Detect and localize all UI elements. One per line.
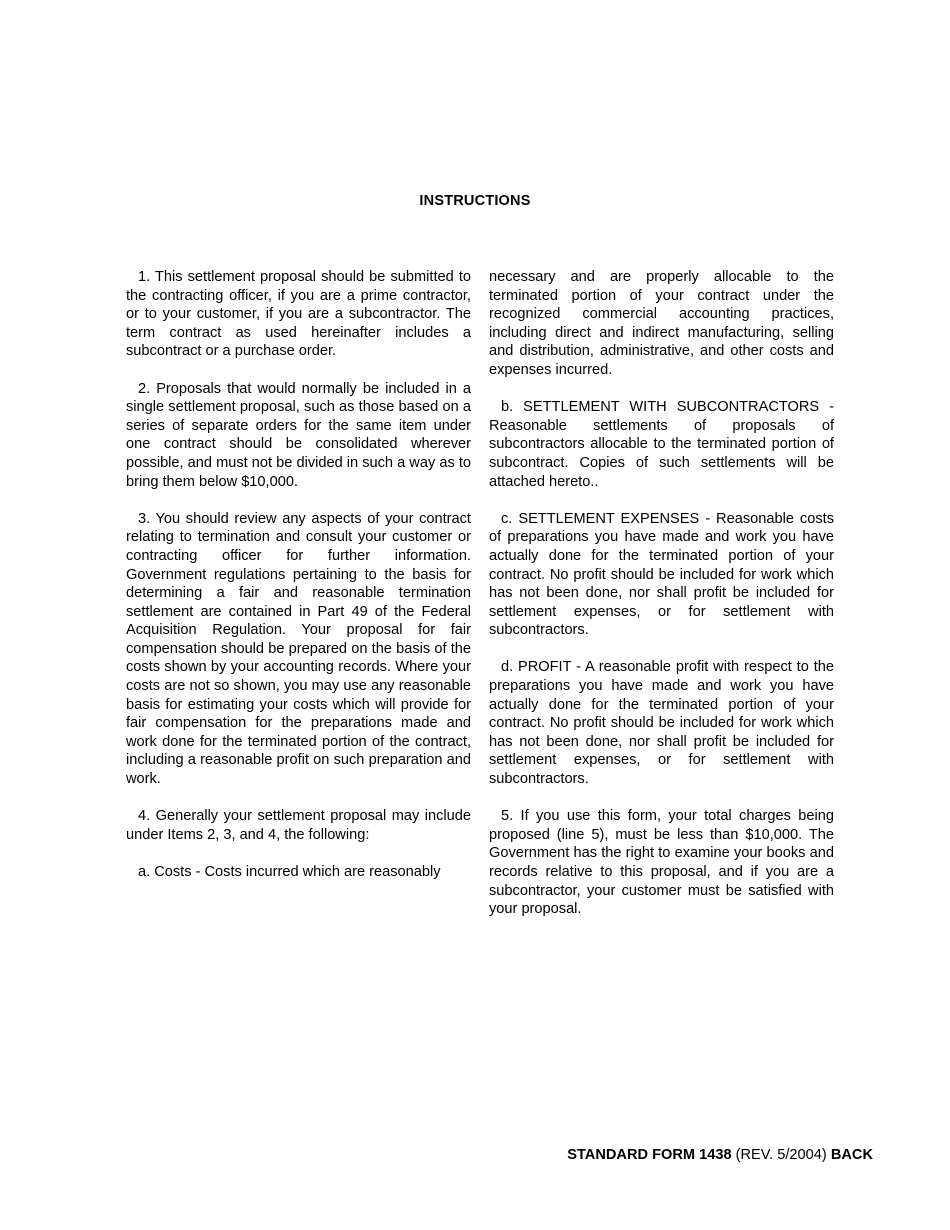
instruction-paragraph-4a-continued: necessary and are properly allocable to the terminated portion of your contract under the recognized commercial accounting practices, including direct and indirect manufacturing, selling and distribution, administrative, and other costs and expenses incurred. bbox=[489, 269, 834, 378]
instruction-paragraph-4a-start: a. Costs - Costs incurred which are reasonably bbox=[138, 864, 441, 880]
form-side: BACK bbox=[830, 1147, 873, 1163]
instruction-paragraph-1: 1. This settlement proposal should be submitted to the contracting officer, if you are a prime contractor, or to your customer, if you are a subcontractor. The term contract as used hereinafter includes a subcontract or a purchase order. bbox=[126, 269, 471, 360]
form-revision: (REV. 5/2004) bbox=[735, 1147, 827, 1163]
instruction-paragraph-3: 3. You should review any aspects of your contract relating to termination and consult your customer or contracting officer for further information. Government regulations pertaining to the basis for determining a fair and reasonable termination settlement are contained in Part 49 of the Federal Acquisition Regulation. Your proposal for fair compensation should be prepared on the basis of the costs shown by your accounting records. Where your costs are not so shown, you may use any reasonable basis for estimating your costs which will provide for fair compensation for the preparations made and work done for the terminated portion of the contract, including a reasonable profit on such preparation and work. bbox=[126, 510, 471, 788]
instruction-paragraph-5: 5. If you use this form, your total charges being proposed (line 5), must be less than $10,000. The Government has the right to examine your books and records relative to this proposal, and if you are a subcontractor, your customer must be satisfied with your proposal. bbox=[489, 808, 834, 918]
instruction-paragraph-4c: c. SETTLEMENT EXPENSES - Reasonable costs of preparations you have made and work you have actually done for the terminated portion of your contract. No profit should be included for work which has not been done, nor shall profit be included for settlement expenses, or for settlement with subcontractors. bbox=[489, 510, 834, 639]
form-footer bbox=[567, 1147, 873, 1163]
instruction-paragraph-4d: d. PROFIT - A reasonable profit with respect to the preparations you have made and work you have actually done for the terminated portion of your contract. No profit should be included for work which has not been done, nor shall profit be included for settlement expenses, or for settlement with subcontractors. bbox=[489, 659, 834, 788]
instruction-paragraph-4: 4. Generally your settlement proposal may include under Items 2, 3, and 4, the following: bbox=[126, 808, 471, 843]
page-title: INSTRUCTIONS bbox=[419, 193, 531, 209]
right-column bbox=[489, 268, 834, 937]
instruction-paragraph-2: 2. Proposals that would normally be included in a single settlement proposal, such as those based on a series of separate orders for the same item under one contract should be consolidated wherever possible, and must not be divided in such a way as to bring them below $10,000. bbox=[126, 380, 471, 490]
instruction-paragraph-4b: b. SETTLEMENT WITH SUBCONTRACTORS - Reasonable settlements of proposals of subcontractors allocable to the terminated portion of subcontract. Copies of such settlements will be attached hereto.. bbox=[489, 399, 834, 490]
form-name: STANDARD FORM 1438 bbox=[567, 1147, 732, 1163]
left-column bbox=[126, 268, 471, 900]
